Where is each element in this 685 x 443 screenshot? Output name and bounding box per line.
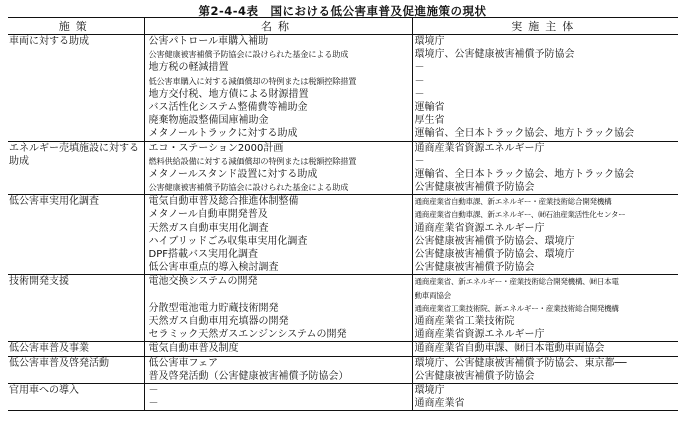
category-cell: 低公害車実用化調査 xyxy=(8,195,144,275)
name-line: 低公害車購入に対する減価償却の特例または税額控除措置 xyxy=(148,75,357,86)
category-cell: エネルギー売填施設に対する助成 xyxy=(8,141,144,195)
body-cell xyxy=(412,356,678,383)
category-cell: 低公害車普及啓発活動 xyxy=(8,356,144,383)
header-measure: 施策 xyxy=(8,18,144,35)
table-row xyxy=(8,35,678,142)
name-cell xyxy=(144,383,412,410)
body-line: 環境庁 xyxy=(414,384,445,396)
body-line: － xyxy=(414,62,425,74)
name-line: 地方交付税、地方債による財源措置 xyxy=(148,88,309,100)
body-line: 通商産業省自動車課、新エネルギー、㈶石油産業活性化センター xyxy=(414,210,626,220)
body-cell xyxy=(412,141,678,195)
table-row xyxy=(8,275,678,342)
name-line: － xyxy=(148,384,159,396)
body-line: － xyxy=(414,88,425,100)
body-line: 通商産業省資源エネルギー庁 xyxy=(414,142,545,154)
body-line: 通商産業省工業技術院、新エネルギー・産業技術総合開発機構 xyxy=(414,303,619,313)
name-line: ハイブリッドごみ収集車実用化調査 xyxy=(148,235,308,247)
name-line: 電池交換システムの開発 xyxy=(148,276,258,288)
name-line: 低公害車重点的導入検討調査 xyxy=(148,262,279,274)
name-line: 公害パトロール車購入補助 xyxy=(148,36,269,47)
body-line: 公害健康被害補償予防協会、環境庁 xyxy=(414,235,575,247)
body-line: 通商産業省自動車課、㈶日本電動車両協会 xyxy=(414,343,605,355)
category-cell: 車両に対する助成 xyxy=(8,35,144,142)
body-line: 公害健康被害補償予防協会 xyxy=(414,370,535,382)
name-cell xyxy=(144,141,412,195)
name-cell xyxy=(144,35,412,142)
category-cell: 技術開発支援 xyxy=(8,275,144,342)
name-line: セラミック天然ガスエンジンシステムの開発 xyxy=(148,329,347,341)
body-line: 通商産業省資源エネルギー庁 xyxy=(414,329,545,341)
name-line: 普及啓発活動（公害健康被害補償予防協会） xyxy=(148,370,349,382)
body-line: － xyxy=(414,155,425,167)
table-row xyxy=(8,195,678,275)
name-line: － xyxy=(148,398,159,410)
name-line: 天然ガス自動車実用化調査 xyxy=(148,222,269,234)
body-line: 運輸省 xyxy=(414,101,445,113)
name-line: エコ・ステーション2000計画 xyxy=(148,142,284,154)
body-line: － xyxy=(414,75,425,87)
body-line: 公害健康被害補償予防協会、環境庁 xyxy=(414,249,575,260)
body-line: 通商産業省資源エネルギー庁 xyxy=(414,222,545,234)
name-line: バス活性化システム整備費等補助金 xyxy=(148,101,308,113)
body-line: 通商産業省、新エネルギー・産業技術総合開発機構、㈶日本電 xyxy=(414,277,619,287)
header-body: 実施主体 xyxy=(412,18,678,35)
body-cell xyxy=(412,383,678,410)
name-line: 天然ガス自動車用充填器の開発 xyxy=(148,315,289,327)
header-row xyxy=(8,18,678,35)
name-cell xyxy=(144,195,412,275)
name-line: 電気自動車普及総合推進体制整備 xyxy=(148,196,299,208)
name-line: メタノール自動車開発普及 xyxy=(148,209,268,221)
body-line: 環境庁 xyxy=(414,36,445,47)
measures-table xyxy=(8,17,678,411)
name-cell xyxy=(144,356,412,383)
body-line: 公害健康被害補償予防協会 xyxy=(414,262,535,274)
table-row xyxy=(8,383,678,410)
name-line: メタノールトラックに対する助成 xyxy=(148,128,298,140)
table-row xyxy=(8,356,678,383)
body-line: 通商産業省自動車課、新エネルギー・産業技術総合開発機構 xyxy=(414,197,612,207)
name-line: 廃棄物施設整備国庫補助金 xyxy=(148,115,269,127)
name-line xyxy=(149,289,412,302)
body-cell xyxy=(412,195,678,275)
name-line: 公害健康被害補償予防協会に設けられた基金による助成 xyxy=(148,49,349,60)
name-line: 分散型電池電力貯蔵技術開発 xyxy=(148,302,279,314)
name-cell xyxy=(144,275,412,342)
name-line: 燃料供給設備に対する減価償却の特例または税額控除措置 xyxy=(148,155,357,166)
name-cell xyxy=(144,342,412,356)
body-line: 公害健康被害補償予防協会 xyxy=(414,182,535,194)
body-cell xyxy=(412,275,678,342)
body-line: 通商産業省 xyxy=(414,398,465,410)
body-line: 運輸省、全日本トラック協会、地方トラック協会 xyxy=(414,168,635,180)
body-cell xyxy=(412,35,678,142)
table-row xyxy=(8,141,678,195)
body-line: 通商産業省工業技術院 xyxy=(414,315,515,327)
header-name: 名称 xyxy=(144,18,412,35)
name-line: メタノールスタンド設置に対する助成 xyxy=(148,168,318,180)
name-line: 低公害車フェア xyxy=(148,357,218,369)
body-cell xyxy=(412,342,678,356)
body-line: 環境庁、公害健康被害補償予防協会、東京都── xyxy=(414,357,627,369)
body-line: 動車両協会 xyxy=(414,290,451,300)
name-line: 公害健康被害補償予防協会に設けられた基金による助成 xyxy=(148,182,349,193)
name-line: 地方税の軽減措置 xyxy=(148,62,229,74)
table-title: 第2-4-4表 国における低公害車普及促進施策の現状 xyxy=(198,4,487,18)
body-line: 運輸省、全日本トラック協会、地方トラック協会 xyxy=(414,128,635,140)
body-line: 環境庁、公害健康被害補償予防協会 xyxy=(414,49,575,61)
name-line: 電気自動車普及制度 xyxy=(148,343,239,355)
table-row xyxy=(8,342,678,356)
category-cell: 官用車への導入 xyxy=(8,383,144,410)
body-line: 厚生省 xyxy=(414,115,445,127)
name-line: DPF搭載バス実用化調査 xyxy=(148,249,258,260)
category-cell: 低公害車普及事業 xyxy=(8,342,144,356)
